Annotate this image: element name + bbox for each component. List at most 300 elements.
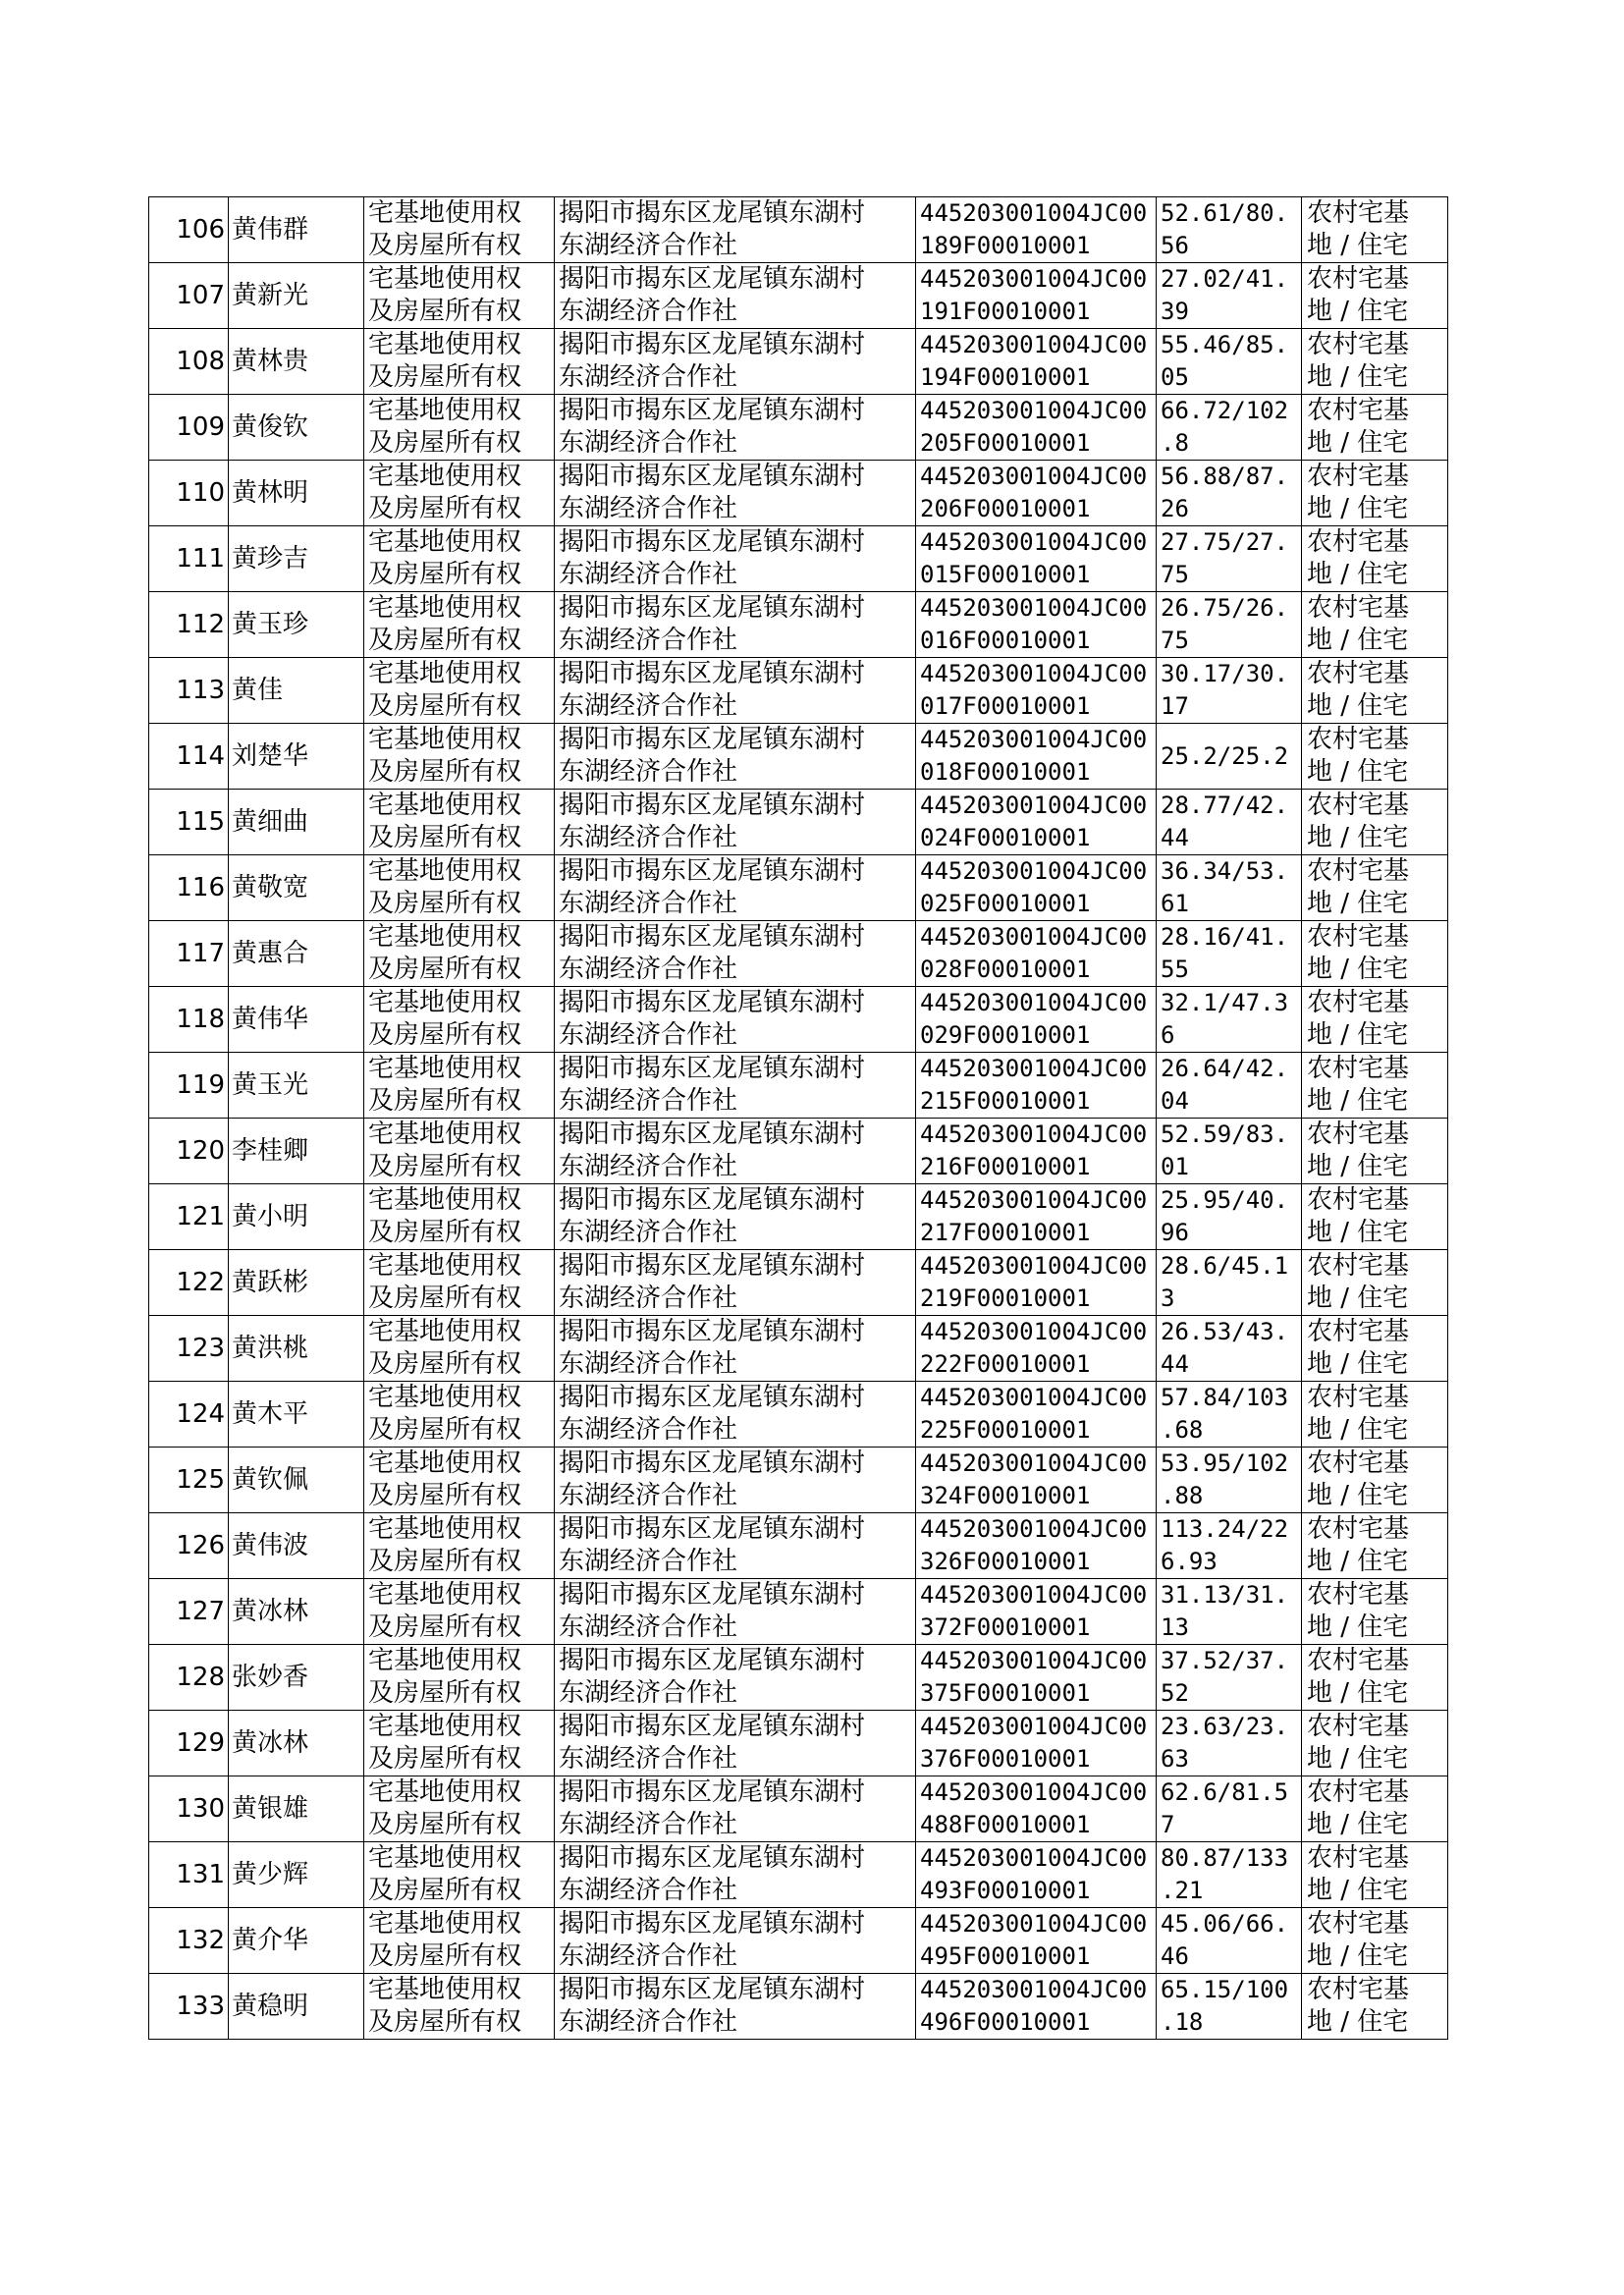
right-type-cell-line: 宅基地使用权 [368,198,522,228]
unit-code-cell-line: 445203001004JC00 [920,1910,1148,1938]
land-use-cell [1302,1908,1448,1974]
land-use-cell-line: 农村宅基 [1307,1909,1410,1939]
right-type-cell-line: 及房屋所有权 [368,1349,522,1379]
land-owner-cell-line: 揭阳市揭东区龙尾镇东湖村 [559,725,866,754]
owner-name-cell: 黄伟群 [229,197,364,263]
land-owner-cell [555,1053,916,1119]
unit-code-cell-line: 445203001004JC00 [920,1581,1148,1609]
unit-code-cell-line: 445203001004JC00 [920,660,1148,687]
owner-name-cell: 黄介华 [229,1908,364,1974]
land-owner-cell-line: 东湖经济合作社 [559,297,738,326]
land-use-cell [1302,1645,1448,1711]
land-owner-cell-line: 揭阳市揭东区龙尾镇东湖村 [559,1185,866,1215]
land-owner-cell [555,1250,916,1316]
land-use-cell-line: 农村宅基 [1307,1448,1410,1478]
table-row [149,1579,1448,1645]
land-owner-cell [555,855,916,921]
land-use-cell-line: 地 / 住宅 [1307,1678,1409,1708]
right-type-cell [364,1842,555,1908]
right-type-cell [364,1053,555,1119]
unit-code-cell-line: 215F00010001 [920,1087,1091,1115]
land-use-cell [1302,1053,1448,1119]
land-owner-cell [555,526,916,592]
unit-code-cell [916,329,1157,395]
area-cell-line: 27.75/27. [1161,528,1289,556]
right-type-cell-line: 宅基地使用权 [368,659,522,688]
land-owner-cell-line: 东湖经济合作社 [559,1941,738,1971]
area-cell-line: 44 [1161,1350,1189,1378]
land-owner-cell-line: 东湖经济合作社 [559,1810,738,1839]
area-cell-line: .8 [1161,429,1189,457]
land-owner-cell [555,1448,916,1513]
area-cell-line: 44 [1161,824,1189,851]
owner-name-cell: 黄新光 [229,263,364,329]
row-number-cell: 109 [149,395,229,461]
unit-code-cell [916,1382,1157,1448]
land-owner-cell-line: 揭阳市揭东区龙尾镇东湖村 [559,1317,866,1346]
land-use-cell-line: 农村宅基 [1307,922,1410,952]
land-use-cell [1302,1776,1448,1842]
land-use-cell [1302,1184,1448,1250]
right-type-cell-line: 宅基地使用权 [368,330,522,359]
area-cell-line: 45.06/66. [1161,1910,1289,1938]
area-cell-line: 6 [1161,1021,1175,1049]
area-cell-line: 26.64/42. [1161,1055,1289,1082]
unit-code-cell-line: 025F00010001 [920,890,1091,917]
right-type-cell-line: 及房屋所有权 [368,1547,522,1576]
unit-code-cell-line: 024F00010001 [920,824,1091,851]
area-cell [1157,1053,1302,1119]
row-number-cell: 126 [149,1513,229,1579]
area-cell [1157,1316,1302,1382]
land-use-cell [1302,1316,1448,1382]
unit-code-cell [916,658,1157,724]
owner-name-cell: 黄洪桃 [229,1316,364,1382]
unit-code-cell [916,263,1157,329]
right-type-cell-line: 宅基地使用权 [368,725,522,754]
table-row [149,592,1448,658]
land-owner-cell-line: 揭阳市揭东区龙尾镇东湖村 [559,1120,866,1149]
land-use-cell-line: 农村宅基 [1307,1185,1410,1215]
unit-code-cell-line: 493F00010001 [920,1877,1091,1904]
right-type-cell [364,855,555,921]
land-owner-cell [555,921,916,987]
unit-code-cell-line: 445203001004JC00 [920,594,1148,622]
right-type-cell [364,724,555,790]
area-cell-line: 05 [1161,363,1189,391]
land-use-cell-line: 农村宅基 [1307,1975,1410,2004]
right-type-cell-line: 宅基地使用权 [368,1251,522,1281]
right-type-cell [364,329,555,395]
land-owner-cell-line: 揭阳市揭东区龙尾镇东湖村 [559,264,866,294]
right-type-cell [364,1579,555,1645]
table-row [149,658,1448,724]
table-row [149,1119,1448,1184]
unit-code-cell-line: 189F00010001 [920,232,1091,259]
unit-code-cell-line: 376F00010001 [920,1745,1091,1773]
unit-code-cell [916,1645,1157,1711]
land-use-cell-line: 农村宅基 [1307,527,1410,557]
unit-code-cell-line: 028F00010001 [920,956,1091,983]
land-use-cell-line: 地 / 住宅 [1307,1612,1409,1642]
area-cell-line: 61 [1161,890,1189,917]
right-type-cell-line: 及房屋所有权 [368,428,522,458]
right-type-cell [364,987,555,1053]
area-cell-line: 66.72/102 [1161,397,1289,424]
table-row [149,790,1448,855]
unit-code-cell-line: 445203001004JC00 [920,1713,1148,1740]
right-type-cell [364,461,555,526]
right-type-cell-line: 宅基地使用权 [368,922,522,952]
table-row [149,1842,1448,1908]
unit-code-cell-line: 445203001004JC00 [920,1976,1148,2003]
right-type-cell [364,1448,555,1513]
area-cell-line: 31.13/31. [1161,1581,1289,1609]
land-owner-cell-line: 东湖经济合作社 [559,231,738,260]
area-cell-line: 52.59/83. [1161,1120,1289,1148]
land-use-cell-line: 农村宅基 [1307,264,1410,294]
area-cell [1157,987,1302,1053]
unit-code-cell-line: 445203001004JC00 [920,1384,1148,1411]
land-use-cell-line: 农村宅基 [1307,659,1410,688]
land-use-cell-line: 农村宅基 [1307,856,1410,886]
table-row [149,461,1448,526]
unit-code-cell-line: 015F00010001 [920,561,1091,588]
unit-code-cell [916,1184,1157,1250]
land-use-cell-line: 地 / 住宅 [1307,1349,1409,1379]
land-owner-cell-line: 揭阳市揭东区龙尾镇东湖村 [559,1383,866,1412]
table-row [149,1053,1448,1119]
owner-name-cell: 刘楚华 [229,724,364,790]
owner-name-cell: 黄少辉 [229,1842,364,1908]
area-cell [1157,592,1302,658]
land-owner-cell-line: 东湖经济合作社 [559,2007,738,2037]
land-use-cell [1302,526,1448,592]
row-number-cell: 115 [149,790,229,855]
area-cell-line: 27.02/41. [1161,265,1289,293]
land-use-cell-line: 农村宅基 [1307,462,1410,491]
right-type-cell-line: 及房屋所有权 [368,362,522,392]
land-owner-cell-line: 东湖经济合作社 [559,1481,738,1510]
land-owner-cell-line: 东湖经济合作社 [559,1876,738,1905]
right-type-cell [364,1974,555,2040]
owner-name-cell: 黄冰林 [229,1711,364,1776]
right-type-cell [364,1908,555,1974]
row-number-cell: 118 [149,987,229,1053]
area-cell [1157,526,1302,592]
land-owner-cell-line: 揭阳市揭东区龙尾镇东湖村 [559,1580,866,1610]
area-cell-line: 28.6/45.1 [1161,1252,1289,1280]
area-cell [1157,1776,1302,1842]
land-owner-cell-line: 揭阳市揭东区龙尾镇东湖村 [559,198,866,228]
right-type-cell-line: 宅基地使用权 [368,593,522,623]
area-cell-line: 113.24/22 [1161,1515,1289,1543]
unit-code-cell [916,1842,1157,1908]
unit-code-cell-line: 445203001004JC00 [920,1055,1148,1082]
area-cell [1157,1448,1302,1513]
land-owner-cell-line: 东湖经济合作社 [559,1744,738,1774]
land-owner-cell [555,1974,916,2040]
area-cell [1157,461,1302,526]
unit-code-cell-line: 445203001004JC00 [920,792,1148,819]
area-cell-line: 28.16/41. [1161,923,1289,951]
land-owner-cell-line: 揭阳市揭东区龙尾镇东湖村 [559,593,866,623]
owner-name-cell: 黄林贵 [229,329,364,395]
row-number-cell: 113 [149,658,229,724]
right-type-cell-line: 及房屋所有权 [368,691,522,721]
land-use-cell-line: 地 / 住宅 [1307,1481,1409,1510]
land-owner-cell-line: 揭阳市揭东区龙尾镇东湖村 [559,330,866,359]
table-row [149,1513,1448,1579]
table-row [149,1776,1448,1842]
area-cell-line: 39 [1161,298,1189,325]
owner-name-cell: 李桂卿 [229,1119,364,1184]
owner-name-cell: 黄钦佩 [229,1448,364,1513]
unit-code-cell-line: 445203001004JC00 [920,528,1148,556]
table-row [149,1316,1448,1382]
land-use-cell-line: 地 / 住宅 [1307,757,1409,787]
right-type-cell-line: 宅基地使用权 [368,527,522,557]
land-owner-cell [555,1579,916,1645]
right-type-cell [364,1711,555,1776]
right-type-cell-line: 及房屋所有权 [368,1284,522,1313]
owner-name-cell: 黄木平 [229,1382,364,1448]
row-number-cell: 128 [149,1645,229,1711]
right-type-cell-line: 宅基地使用权 [368,1975,522,2004]
land-use-cell-line: 农村宅基 [1307,1777,1410,1807]
row-number-cell: 120 [149,1119,229,1184]
area-cell [1157,658,1302,724]
owner-name-cell: 黄林明 [229,461,364,526]
land-owner-cell-line: 东湖经济合作社 [559,691,738,721]
right-type-cell-line: 及房屋所有权 [368,231,522,260]
right-type-cell-line: 及房屋所有权 [368,1876,522,1905]
unit-code-cell [916,1908,1157,1974]
area-cell-line: 28.77/42. [1161,792,1289,819]
land-owner-cell-line: 东湖经济合作社 [559,1678,738,1708]
land-owner-cell-line: 东湖经济合作社 [559,1152,738,1181]
unit-code-cell [916,1316,1157,1382]
unit-code-cell-line: 018F00010001 [920,758,1091,786]
land-use-cell [1302,658,1448,724]
right-type-cell-line: 及房屋所有权 [368,757,522,787]
right-type-cell [364,1250,555,1316]
owner-name-cell: 黄伟波 [229,1513,364,1579]
land-owner-cell [555,461,916,526]
right-type-cell-line: 及房屋所有权 [368,1612,522,1642]
land-owner-cell-line: 揭阳市揭东区龙尾镇东湖村 [559,1843,866,1873]
unit-code-cell-line: 324F00010001 [920,1482,1091,1509]
land-owner-cell-line: 揭阳市揭东区龙尾镇东湖村 [559,527,866,557]
table-row [149,1250,1448,1316]
right-type-cell-line: 宅基地使用权 [368,396,522,425]
land-use-cell-line: 农村宅基 [1307,1120,1410,1149]
right-type-cell-line: 宅基地使用权 [368,1054,522,1083]
land-owner-cell-line: 揭阳市揭东区龙尾镇东湖村 [559,922,866,952]
area-cell-line: 36.34/53. [1161,857,1289,885]
land-use-cell [1302,1974,1448,2040]
row-number-cell: 127 [149,1579,229,1645]
unit-code-cell [916,855,1157,921]
owner-name-cell: 黄玉光 [229,1053,364,1119]
table-body [149,197,1448,2040]
area-cell [1157,1711,1302,1776]
land-use-cell-line: 地 / 住宅 [1307,1284,1409,1313]
unit-code-cell-line: 445203001004JC00 [920,1647,1148,1674]
owner-name-cell: 黄小明 [229,1184,364,1250]
owner-name-cell: 黄冰林 [229,1579,364,1645]
unit-code-cell [916,1974,1157,2040]
land-owner-cell-line: 揭阳市揭东区龙尾镇东湖村 [559,1646,866,1675]
unit-code-cell [916,1119,1157,1184]
owner-name-cell: 黄跃彬 [229,1250,364,1316]
unit-code-cell [916,921,1157,987]
area-cell-line: 25.2/25.2 [1161,741,1289,770]
table-row [149,263,1448,329]
land-use-cell-line: 地 / 住宅 [1307,1941,1409,1971]
row-number-cell: 121 [149,1184,229,1250]
land-owner-cell-line: 东湖经济合作社 [559,1086,738,1116]
land-use-cell-line: 地 / 住宅 [1307,1810,1409,1839]
unit-code-cell [916,1711,1157,1776]
unit-code-cell-line: 445203001004JC00 [920,265,1148,293]
land-use-cell-line: 农村宅基 [1307,1251,1410,1281]
right-type-cell-line: 宅基地使用权 [368,1185,522,1215]
land-owner-cell-line: 东湖经济合作社 [559,362,738,392]
right-type-cell [364,1316,555,1382]
land-use-cell [1302,329,1448,395]
right-type-cell-line: 宅基地使用权 [368,1317,522,1346]
land-use-cell-line: 地 / 住宅 [1307,428,1409,458]
land-use-cell-line: 农村宅基 [1307,1646,1410,1675]
land-owner-cell [555,1908,916,1974]
area-cell-line: .21 [1161,1877,1204,1904]
table-row [149,1974,1448,2040]
right-type-cell [364,526,555,592]
unit-code-cell-line: 216F00010001 [920,1153,1091,1180]
unit-code-cell-line: 326F00010001 [920,1548,1091,1575]
land-use-cell [1302,1250,1448,1316]
land-owner-cell-line: 揭阳市揭东区龙尾镇东湖村 [559,856,866,886]
land-use-cell-line: 农村宅基 [1307,1712,1410,1741]
land-use-cell-line: 地 / 住宅 [1307,889,1409,918]
unit-code-cell [916,395,1157,461]
right-type-cell-line: 及房屋所有权 [368,626,522,655]
area-cell-line: 96 [1161,1219,1189,1246]
area-cell-line: 25.95/40. [1161,1186,1289,1214]
right-type-cell-line: 宅基地使用权 [368,1580,522,1610]
right-type-cell [364,263,555,329]
land-use-cell-line: 农村宅基 [1307,988,1410,1017]
row-number-cell: 130 [149,1776,229,1842]
land-owner-cell-line: 揭阳市揭东区龙尾镇东湖村 [559,659,866,688]
row-number-cell: 107 [149,263,229,329]
land-use-cell-line: 地 / 住宅 [1307,626,1409,655]
unit-code-cell-line: 191F00010001 [920,298,1091,325]
right-type-cell-line: 及房屋所有权 [368,1086,522,1116]
table-row [149,329,1448,395]
land-use-cell-line: 地 / 住宅 [1307,1020,1409,1050]
area-cell-line: 13 [1161,1613,1189,1641]
row-number-cell: 119 [149,1053,229,1119]
land-owner-cell-line: 东湖经济合作社 [559,1349,738,1379]
unit-code-cell-line: 445203001004JC00 [920,331,1148,358]
area-cell-line: 46 [1161,1942,1189,1970]
area-cell-line: .88 [1161,1482,1204,1509]
area-cell-line: 26 [1161,495,1189,522]
land-use-cell [1302,592,1448,658]
row-number-cell: 117 [149,921,229,987]
land-use-cell [1302,461,1448,526]
row-number-cell: 124 [149,1382,229,1448]
right-type-cell-line: 及房屋所有权 [368,1020,522,1050]
land-owner-cell-line: 揭阳市揭东区龙尾镇东湖村 [559,1448,866,1478]
land-use-cell-line: 农村宅基 [1307,1317,1410,1346]
area-cell [1157,1579,1302,1645]
land-owner-cell-line: 揭阳市揭东区龙尾镇东湖村 [559,1054,866,1083]
land-use-cell [1302,1711,1448,1776]
right-type-cell [364,1645,555,1711]
area-cell [1157,1842,1302,1908]
land-use-cell-line: 地 / 住宅 [1307,231,1409,260]
area-cell [1157,724,1302,790]
land-owner-cell-line: 揭阳市揭东区龙尾镇东湖村 [559,462,866,491]
area-cell-line: 55.46/85. [1161,331,1289,358]
land-owner-cell-line: 揭阳市揭东区龙尾镇东湖村 [559,1514,866,1544]
table-row [149,921,1448,987]
area-cell-line: 52.61/80. [1161,199,1289,227]
land-use-cell [1302,855,1448,921]
unit-code-cell-line: 445203001004JC00 [920,923,1148,951]
right-type-cell-line: 宅基地使用权 [368,988,522,1017]
land-owner-cell [555,197,916,263]
owner-name-cell: 黄敬宽 [229,855,364,921]
right-type-cell-line: 及房屋所有权 [368,1678,522,1708]
area-cell-line: 30.17/30. [1161,660,1289,687]
area-cell-line: 3 [1161,1284,1175,1312]
owner-name-cell: 黄珍吉 [229,526,364,592]
unit-code-cell-line: 445203001004JC00 [920,857,1148,885]
unit-code-cell-line: 217F00010001 [920,1219,1091,1246]
land-owner-cell [555,1184,916,1250]
unit-code-cell-line: 445203001004JC00 [920,199,1148,227]
land-use-cell-line: 地 / 住宅 [1307,955,1409,984]
right-type-cell-line: 宅基地使用权 [368,1514,522,1544]
unit-code-cell-line: 445203001004JC00 [920,1515,1148,1543]
right-type-cell-line: 宅基地使用权 [368,264,522,294]
area-cell-line: 32.1/47.3 [1161,989,1289,1016]
row-number-cell: 133 [149,1974,229,2040]
land-owner-cell [555,1513,916,1579]
table-row [149,395,1448,461]
unit-code-cell [916,1053,1157,1119]
row-number-cell: 112 [149,592,229,658]
owner-name-cell: 张妙香 [229,1645,364,1711]
land-owner-cell-line: 东湖经济合作社 [559,1284,738,1313]
land-use-cell [1302,1579,1448,1645]
table-row [149,1184,1448,1250]
land-owner-cell-line: 东湖经济合作社 [559,757,738,787]
unit-code-cell-line: 222F00010001 [920,1350,1091,1378]
row-number-cell: 116 [149,855,229,921]
area-cell-line: 37.52/37. [1161,1647,1289,1674]
land-owner-cell-line: 揭阳市揭东区龙尾镇东湖村 [559,1909,866,1939]
row-number-cell: 122 [149,1250,229,1316]
land-use-cell [1302,263,1448,329]
row-number-cell: 132 [149,1908,229,1974]
area-cell-line: 26.75/26. [1161,594,1289,622]
unit-code-cell-line: 445203001004JC00 [920,1778,1148,1806]
